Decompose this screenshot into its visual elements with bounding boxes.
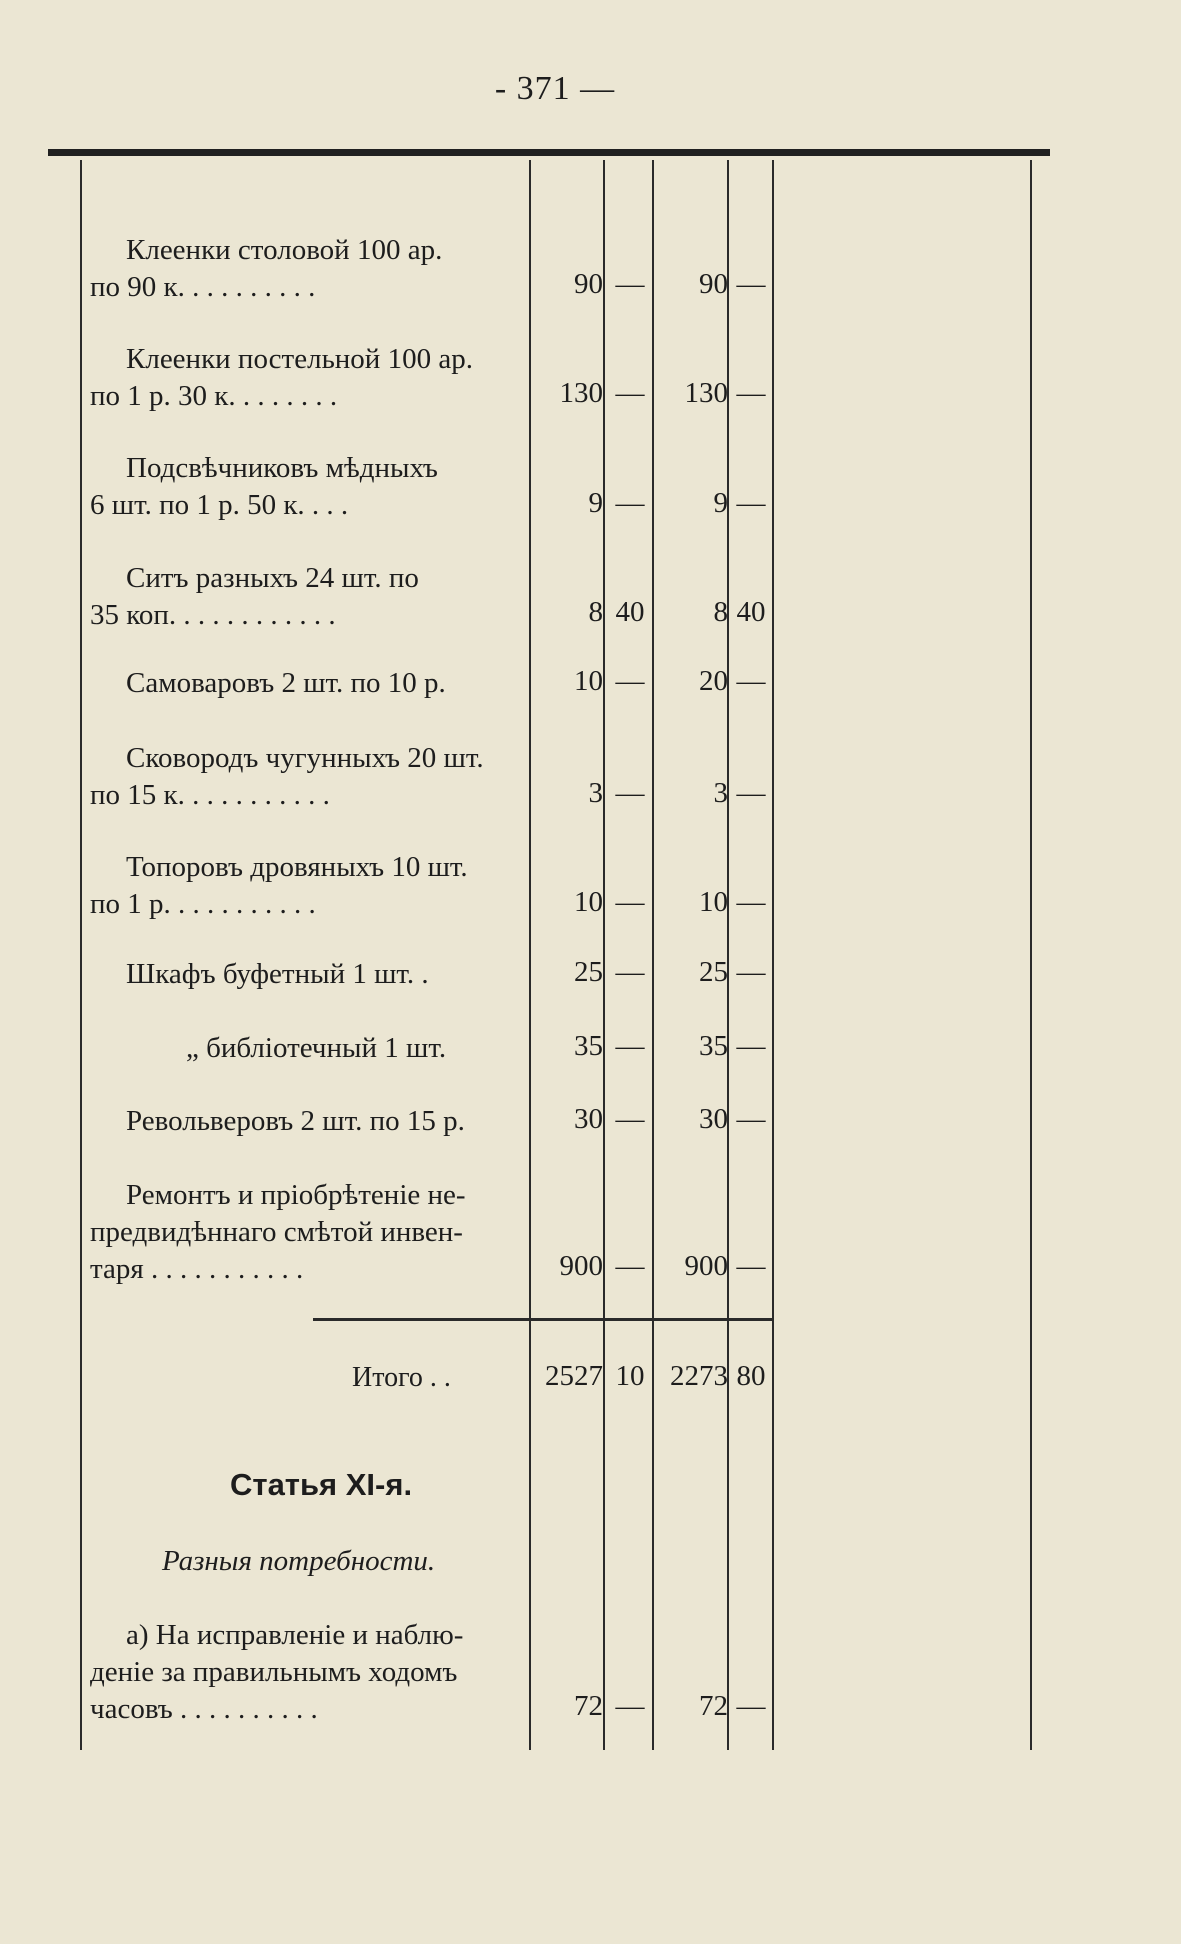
amount-kopecks-2: — — [736, 377, 766, 409]
amount-kopecks-2: — — [736, 268, 766, 300]
amount-rubles-2: 900 — [684, 1250, 728, 1282]
row-text-line: Подсвѣчниковъ мѣдныхъ — [126, 452, 438, 484]
total-label: Итого . . — [352, 1362, 451, 1393]
column-divider — [603, 160, 605, 1750]
row-text-line: Топоровъ дровяныхъ 10 шт. — [126, 851, 468, 883]
amount-kopecks-2: — — [736, 1030, 766, 1062]
amount-rubles-1: 900 — [559, 1250, 603, 1282]
row-text-line: Клеенки постельной 100 ар. — [126, 343, 473, 375]
amount-rubles-2: 3 — [713, 777, 728, 809]
amount-kopecks-2: — — [736, 777, 766, 809]
amount-kopecks-1: — — [615, 377, 645, 409]
amount-rubles-1: 25 — [574, 956, 603, 988]
section-subtitle: Разныя потребности. — [162, 1545, 436, 1577]
amount-rubles-1: 30 — [574, 1103, 603, 1135]
amount-kopecks-1: — — [615, 777, 645, 809]
amount-kopecks-1: — — [615, 1690, 645, 1722]
total-kopecks-1: 10 — [615, 1360, 645, 1392]
page-number: - 371 — — [494, 70, 616, 107]
section-title: Статья XI-я. — [230, 1467, 413, 1502]
amount-kopecks-1: — — [615, 1250, 645, 1282]
row-text-line: таря . . . . . . . . . . . — [90, 1253, 304, 1285]
amount-kopecks-2: — — [736, 1690, 766, 1722]
amount-rubles-2: 20 — [699, 665, 728, 697]
table-row — [90, 665, 530, 702]
row-text-line: по 90 к. . . . . . . . . . — [90, 271, 316, 303]
row-text-line: по 15 к. . . . . . . . . . . — [90, 779, 330, 811]
section-item — [90, 1617, 530, 1728]
table-left-border — [80, 160, 82, 1750]
amount-rubles-1: 8 — [588, 596, 603, 628]
row-text-line: Револьверовъ 2 шт. по 15 р. — [126, 1105, 465, 1137]
amount-kopecks-1: — — [615, 268, 645, 300]
row-text-line: Шкафъ буфетный 1 шт. . — [126, 958, 429, 990]
row-text-line: 6 шт. по 1 р. 50 к. . . . — [90, 489, 349, 521]
table-row — [90, 1103, 530, 1140]
amount-rubles-1: 10 — [574, 886, 603, 918]
amount-rubles-1: 10 — [574, 665, 603, 697]
column-divider — [772, 160, 774, 1750]
total-rubles-2: 2273 — [670, 1360, 728, 1392]
amount-kopecks-2: — — [736, 665, 766, 697]
table-row — [90, 560, 530, 634]
amount-kopecks-2: — — [736, 886, 766, 918]
table-row — [90, 450, 530, 524]
row-text-line: „ библіотечный 1 шт. — [186, 1032, 447, 1064]
amount-rubles-2: 10 — [699, 886, 728, 918]
amount-kopecks-1: — — [615, 487, 645, 519]
table-row — [90, 740, 530, 814]
amount-rubles-2: 25 — [699, 956, 728, 988]
amount-kopecks-2: — — [736, 1250, 766, 1282]
row-text-line: Ремонтъ и пріобрѣтеніе не- — [126, 1179, 466, 1211]
amount-kopecks-2: — — [736, 1103, 766, 1135]
row-text-line: Самоваровъ 2 шт. по 10 р. — [126, 667, 446, 699]
table-right-border — [1030, 160, 1032, 1750]
row-text-line: по 1 р. . . . . . . . . . . — [90, 888, 316, 920]
table-row — [90, 956, 530, 993]
amount-kopecks-1: — — [615, 886, 645, 918]
amount-rubles-1: 130 — [559, 377, 603, 409]
row-text-line: а) На исправленіе и наблю- — [126, 1619, 464, 1651]
row-text-line: 35 коп. . . . . . . . . . . . — [90, 599, 336, 631]
amount-rubles-1: 9 — [588, 487, 603, 519]
amount-rubles-1: 35 — [574, 1030, 603, 1062]
amount-rubles-1: 90 — [574, 268, 603, 300]
amount-kopecks-1: — — [615, 665, 645, 697]
row-text-line: Клеенки столовой 100 ар. — [126, 234, 443, 266]
amount-kopecks-2: — — [736, 487, 766, 519]
amount-rubles-2: 90 — [699, 268, 728, 300]
table-row — [90, 849, 530, 923]
amount-kopecks-1: — — [615, 956, 645, 988]
amount-kopecks-1: — — [615, 1030, 645, 1062]
table-row — [90, 232, 530, 306]
amount-kopecks-2: 40 — [736, 596, 766, 628]
row-text-line: Ситъ разныхъ 24 шт. по — [126, 562, 419, 594]
amount-kopecks-1: 40 — [615, 596, 645, 628]
amount-rubles-1: 72 — [574, 1690, 603, 1722]
table-row — [90, 341, 530, 415]
table-row — [90, 1030, 530, 1067]
total-kopecks-2: 80 — [736, 1360, 766, 1392]
total-rubles-1: 2527 — [545, 1360, 603, 1392]
top-rule — [48, 149, 1050, 156]
amount-kopecks-2: — — [736, 956, 766, 988]
amount-rubles-2: 9 — [713, 487, 728, 519]
row-text-line: деніе за правильнымъ ходомъ — [90, 1656, 458, 1688]
row-text-line: по 1 р. 30 к. . . . . . . . — [90, 380, 338, 412]
amount-rubles-2: 72 — [699, 1690, 728, 1722]
table-row — [90, 1177, 530, 1288]
amount-rubles-2: 8 — [713, 596, 728, 628]
amount-rubles-2: 30 — [699, 1103, 728, 1135]
amount-kopecks-1: — — [615, 1103, 645, 1135]
row-text-line: Сковородъ чугунныхъ 20 шт. — [126, 742, 484, 774]
row-text-line: часовъ . . . . . . . . . . — [90, 1693, 318, 1725]
row-text-line: предвидѣннаго смѣтой инвен- — [90, 1216, 463, 1248]
amount-rubles-2: 130 — [684, 377, 728, 409]
amount-rubles-1: 3 — [588, 777, 603, 809]
total-rule — [313, 1318, 773, 1321]
amount-rubles-2: 35 — [699, 1030, 728, 1062]
